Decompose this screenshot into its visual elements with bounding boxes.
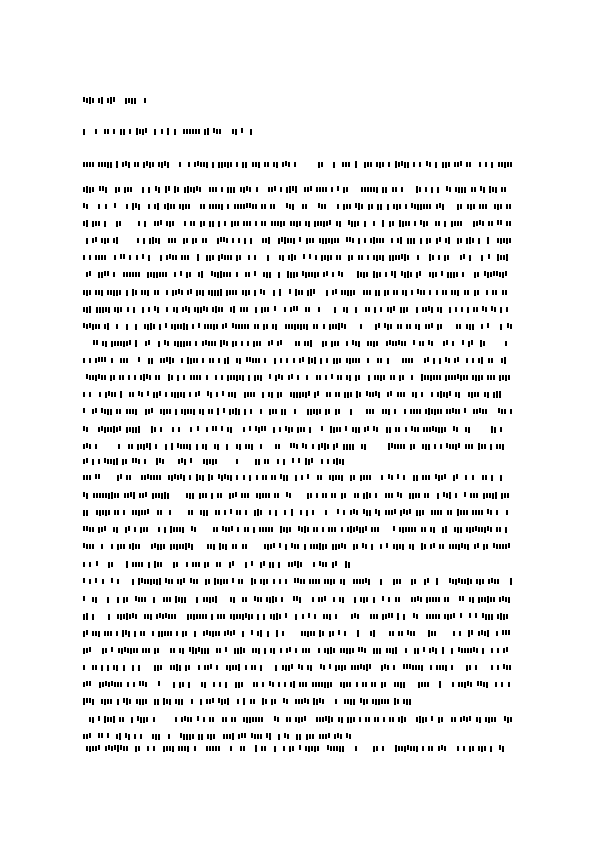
text-texture: [83, 613, 513, 620]
text-texture: [83, 391, 513, 398]
body-text-line: [83, 664, 513, 671]
body-text-line: [83, 408, 513, 415]
body-text-line: [83, 613, 513, 620]
header-line-3: [83, 161, 513, 168]
body-text-line: [83, 289, 513, 296]
text-texture: [83, 203, 513, 210]
body-text-line: [83, 443, 513, 450]
body-text-line: [83, 374, 513, 381]
text-texture: [83, 561, 353, 568]
body-text-line: [83, 745, 507, 752]
text-texture: [83, 526, 513, 533]
text-texture: [83, 698, 413, 705]
text-texture: [83, 306, 513, 313]
body-text-line: [83, 716, 513, 723]
text-texture: [83, 630, 513, 637]
body-text-line: [83, 306, 513, 313]
body-text-line: [83, 509, 513, 516]
text-texture: [83, 596, 513, 603]
body-text-line: [83, 561, 353, 568]
text-texture: [83, 578, 513, 585]
text-texture: [83, 474, 503, 481]
text-texture: [83, 745, 507, 752]
body-text-line: [83, 733, 353, 740]
text-texture: [83, 323, 513, 330]
body-text-line: [83, 698, 413, 705]
text-texture: [83, 161, 513, 168]
body-text-line: [83, 323, 513, 330]
text-texture: [83, 492, 513, 499]
text-texture: [83, 237, 513, 244]
body-text-line: [83, 203, 513, 210]
body-text-line: [83, 474, 503, 481]
body-text-line: [83, 254, 513, 261]
text-texture: [83, 97, 153, 104]
body-text-line: [83, 186, 513, 193]
body-text-line: [83, 578, 513, 585]
text-texture: [83, 289, 513, 296]
text-texture: [83, 716, 513, 723]
text-texture: [83, 408, 513, 415]
body-text-line: [83, 458, 351, 465]
text-texture: [83, 509, 513, 516]
body-text-line: [83, 426, 513, 433]
text-texture: [83, 733, 353, 740]
header-line-2: [83, 128, 259, 135]
body-text-line: [83, 596, 513, 603]
body-text-line: [83, 271, 513, 278]
body-text-line: [83, 357, 513, 364]
body-text-line: [83, 647, 513, 654]
text-texture: [83, 664, 513, 671]
text-texture: [83, 647, 513, 654]
body-text-line: [83, 391, 513, 398]
text-texture: [83, 681, 513, 688]
body-text-line: [83, 340, 513, 347]
text-texture: [83, 458, 351, 465]
text-texture: [83, 426, 513, 433]
body-text-line: [83, 681, 513, 688]
text-texture: [83, 374, 513, 381]
text-texture: [83, 340, 513, 347]
text-texture: [83, 220, 513, 227]
body-text-line: [83, 220, 513, 227]
text-texture: [83, 186, 513, 193]
text-texture: [83, 357, 513, 364]
text-texture: [83, 128, 259, 135]
text-texture: [83, 271, 513, 278]
header-line-1: [83, 97, 153, 104]
text-texture: [83, 443, 513, 450]
text-texture: [83, 543, 513, 550]
body-text-line: [83, 492, 513, 499]
body-text-line: [83, 526, 513, 533]
body-text-line: [83, 630, 513, 637]
body-text-line: [83, 237, 513, 244]
text-texture: [83, 254, 513, 261]
body-text-line: [83, 543, 513, 550]
